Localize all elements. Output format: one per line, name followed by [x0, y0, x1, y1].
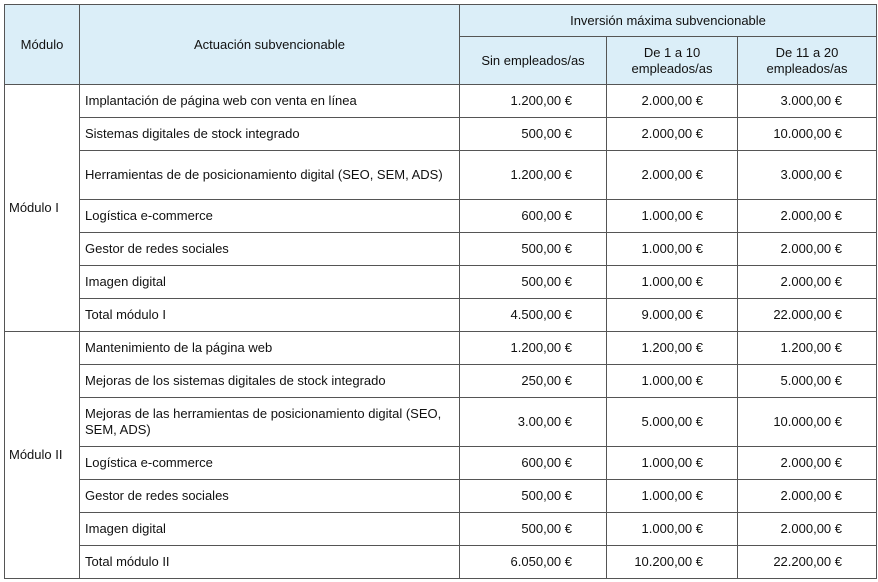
module-label: Módulo I: [5, 85, 80, 332]
actuacion-cell: Mejoras de las herramientas de posicionamiento digital (SEO, SEM, ADS): [80, 398, 460, 447]
empleados-11-20-cell: 10.000,00 €: [738, 118, 877, 151]
empleados-1-10-total: 10.200,00 €: [607, 546, 738, 579]
empleados-11-20-total: 22.200,00 €: [738, 546, 877, 579]
table-row: [5, 398, 877, 447]
sin-empleados-cell: 600,00 €: [460, 447, 607, 480]
header-sin-empleados: Sin empleados/as: [460, 37, 607, 85]
header-1-10-empleados: De 1 a 10 empleados/as: [607, 37, 738, 85]
empleados-1-10-cell: 2.000,00 €: [607, 151, 738, 200]
header-modulo: Módulo: [5, 5, 80, 85]
table-row: [5, 200, 877, 233]
empleados-11-20-cell: 10.000,00 €: [738, 398, 877, 447]
table-row: [5, 365, 877, 398]
total-row: [5, 546, 877, 579]
actuacion-cell: Herramientas de de posicionamiento digital (SEO, SEM, ADS): [80, 151, 460, 200]
table-row: [5, 513, 877, 546]
actuacion-cell: Imagen digital: [80, 266, 460, 299]
table-row: [5, 233, 877, 266]
empleados-11-20-cell: 2.000,00 €: [738, 480, 877, 513]
actuacion-cell: Mantenimiento de la página web: [80, 332, 460, 365]
actuacion-cell: Gestor de redes sociales: [80, 233, 460, 266]
empleados-11-20-cell: 2.000,00 €: [738, 200, 877, 233]
empleados-1-10-cell: 1.000,00 €: [607, 513, 738, 546]
empleados-1-10-cell: 2.000,00 €: [607, 118, 738, 151]
empleados-11-20-cell: 2.000,00 €: [738, 513, 877, 546]
header-actuacion: Actuación subvencionable: [80, 5, 460, 85]
empleados-11-20-cell: 3.000,00 €: [738, 151, 877, 200]
empleados-1-10-cell: 1.000,00 €: [607, 365, 738, 398]
total-label: Total módulo I: [80, 299, 460, 332]
actuacion-cell: Gestor de redes sociales: [80, 480, 460, 513]
empleados-11-20-cell: 3.000,00 €: [738, 85, 877, 118]
sin-empleados-cell: 3.00,00 €: [460, 398, 607, 447]
total-label: Total módulo II: [80, 546, 460, 579]
sin-empleados-cell: 600,00 €: [460, 200, 607, 233]
table-row: [5, 151, 877, 200]
table-row: [5, 85, 877, 118]
sin-empleados-total: 6.050,00 €: [460, 546, 607, 579]
empleados-11-20-cell: 1.200,00 €: [738, 332, 877, 365]
table-body: [5, 85, 877, 579]
empleados-1-10-cell: 1.000,00 €: [607, 233, 738, 266]
empleados-1-10-cell: 1.200,00 €: [607, 332, 738, 365]
sin-empleados-cell: 500,00 €: [460, 118, 607, 151]
empleados-11-20-cell: 2.000,00 €: [738, 233, 877, 266]
subsidy-table: [4, 4, 877, 579]
sin-empleados-cell: 250,00 €: [460, 365, 607, 398]
header-inversion: Inversión máxima subvencionable: [460, 5, 877, 37]
sin-empleados-cell: 500,00 €: [460, 266, 607, 299]
actuacion-cell: Mejoras de los sistemas digitales de stock integrado: [80, 365, 460, 398]
table-row: [5, 332, 877, 365]
empleados-11-20-cell: 2.000,00 €: [738, 447, 877, 480]
empleados-1-10-cell: 2.000,00 €: [607, 85, 738, 118]
empleados-1-10-cell: 1.000,00 €: [607, 480, 738, 513]
actuacion-cell: Logística e-commerce: [80, 200, 460, 233]
empleados-1-10-cell: 5.000,00 €: [607, 398, 738, 447]
actuacion-cell: Implantación de página web con venta en línea: [80, 85, 460, 118]
sin-empleados-total: 4.500,00 €: [460, 299, 607, 332]
table-row: [5, 480, 877, 513]
module-label: Módulo II: [5, 332, 80, 579]
empleados-1-10-cell: 1.000,00 €: [607, 200, 738, 233]
actuacion-cell: Logística e-commerce: [80, 447, 460, 480]
empleados-1-10-cell: 1.000,00 €: [607, 447, 738, 480]
sin-empleados-cell: 1.200,00 €: [460, 332, 607, 365]
empleados-11-20-total: 22.000,00 €: [738, 299, 877, 332]
sin-empleados-cell: 500,00 €: [460, 513, 607, 546]
table-row: [5, 447, 877, 480]
empleados-11-20-cell: 2.000,00 €: [738, 266, 877, 299]
sin-empleados-cell: 1.200,00 €: [460, 151, 607, 200]
empleados-11-20-cell: 5.000,00 €: [738, 365, 877, 398]
table-row: [5, 266, 877, 299]
actuacion-cell: Sistemas digitales de stock integrado: [80, 118, 460, 151]
sin-empleados-cell: 1.200,00 €: [460, 85, 607, 118]
sin-empleados-cell: 500,00 €: [460, 233, 607, 266]
table-header: [5, 5, 877, 85]
table-row: [5, 118, 877, 151]
header-11-20-empleados: De 11 a 20 empleados/as: [738, 37, 877, 85]
empleados-1-10-total: 9.000,00 €: [607, 299, 738, 332]
sin-empleados-cell: 500,00 €: [460, 480, 607, 513]
actuacion-cell: Imagen digital: [80, 513, 460, 546]
total-row: [5, 299, 877, 332]
empleados-1-10-cell: 1.000,00 €: [607, 266, 738, 299]
